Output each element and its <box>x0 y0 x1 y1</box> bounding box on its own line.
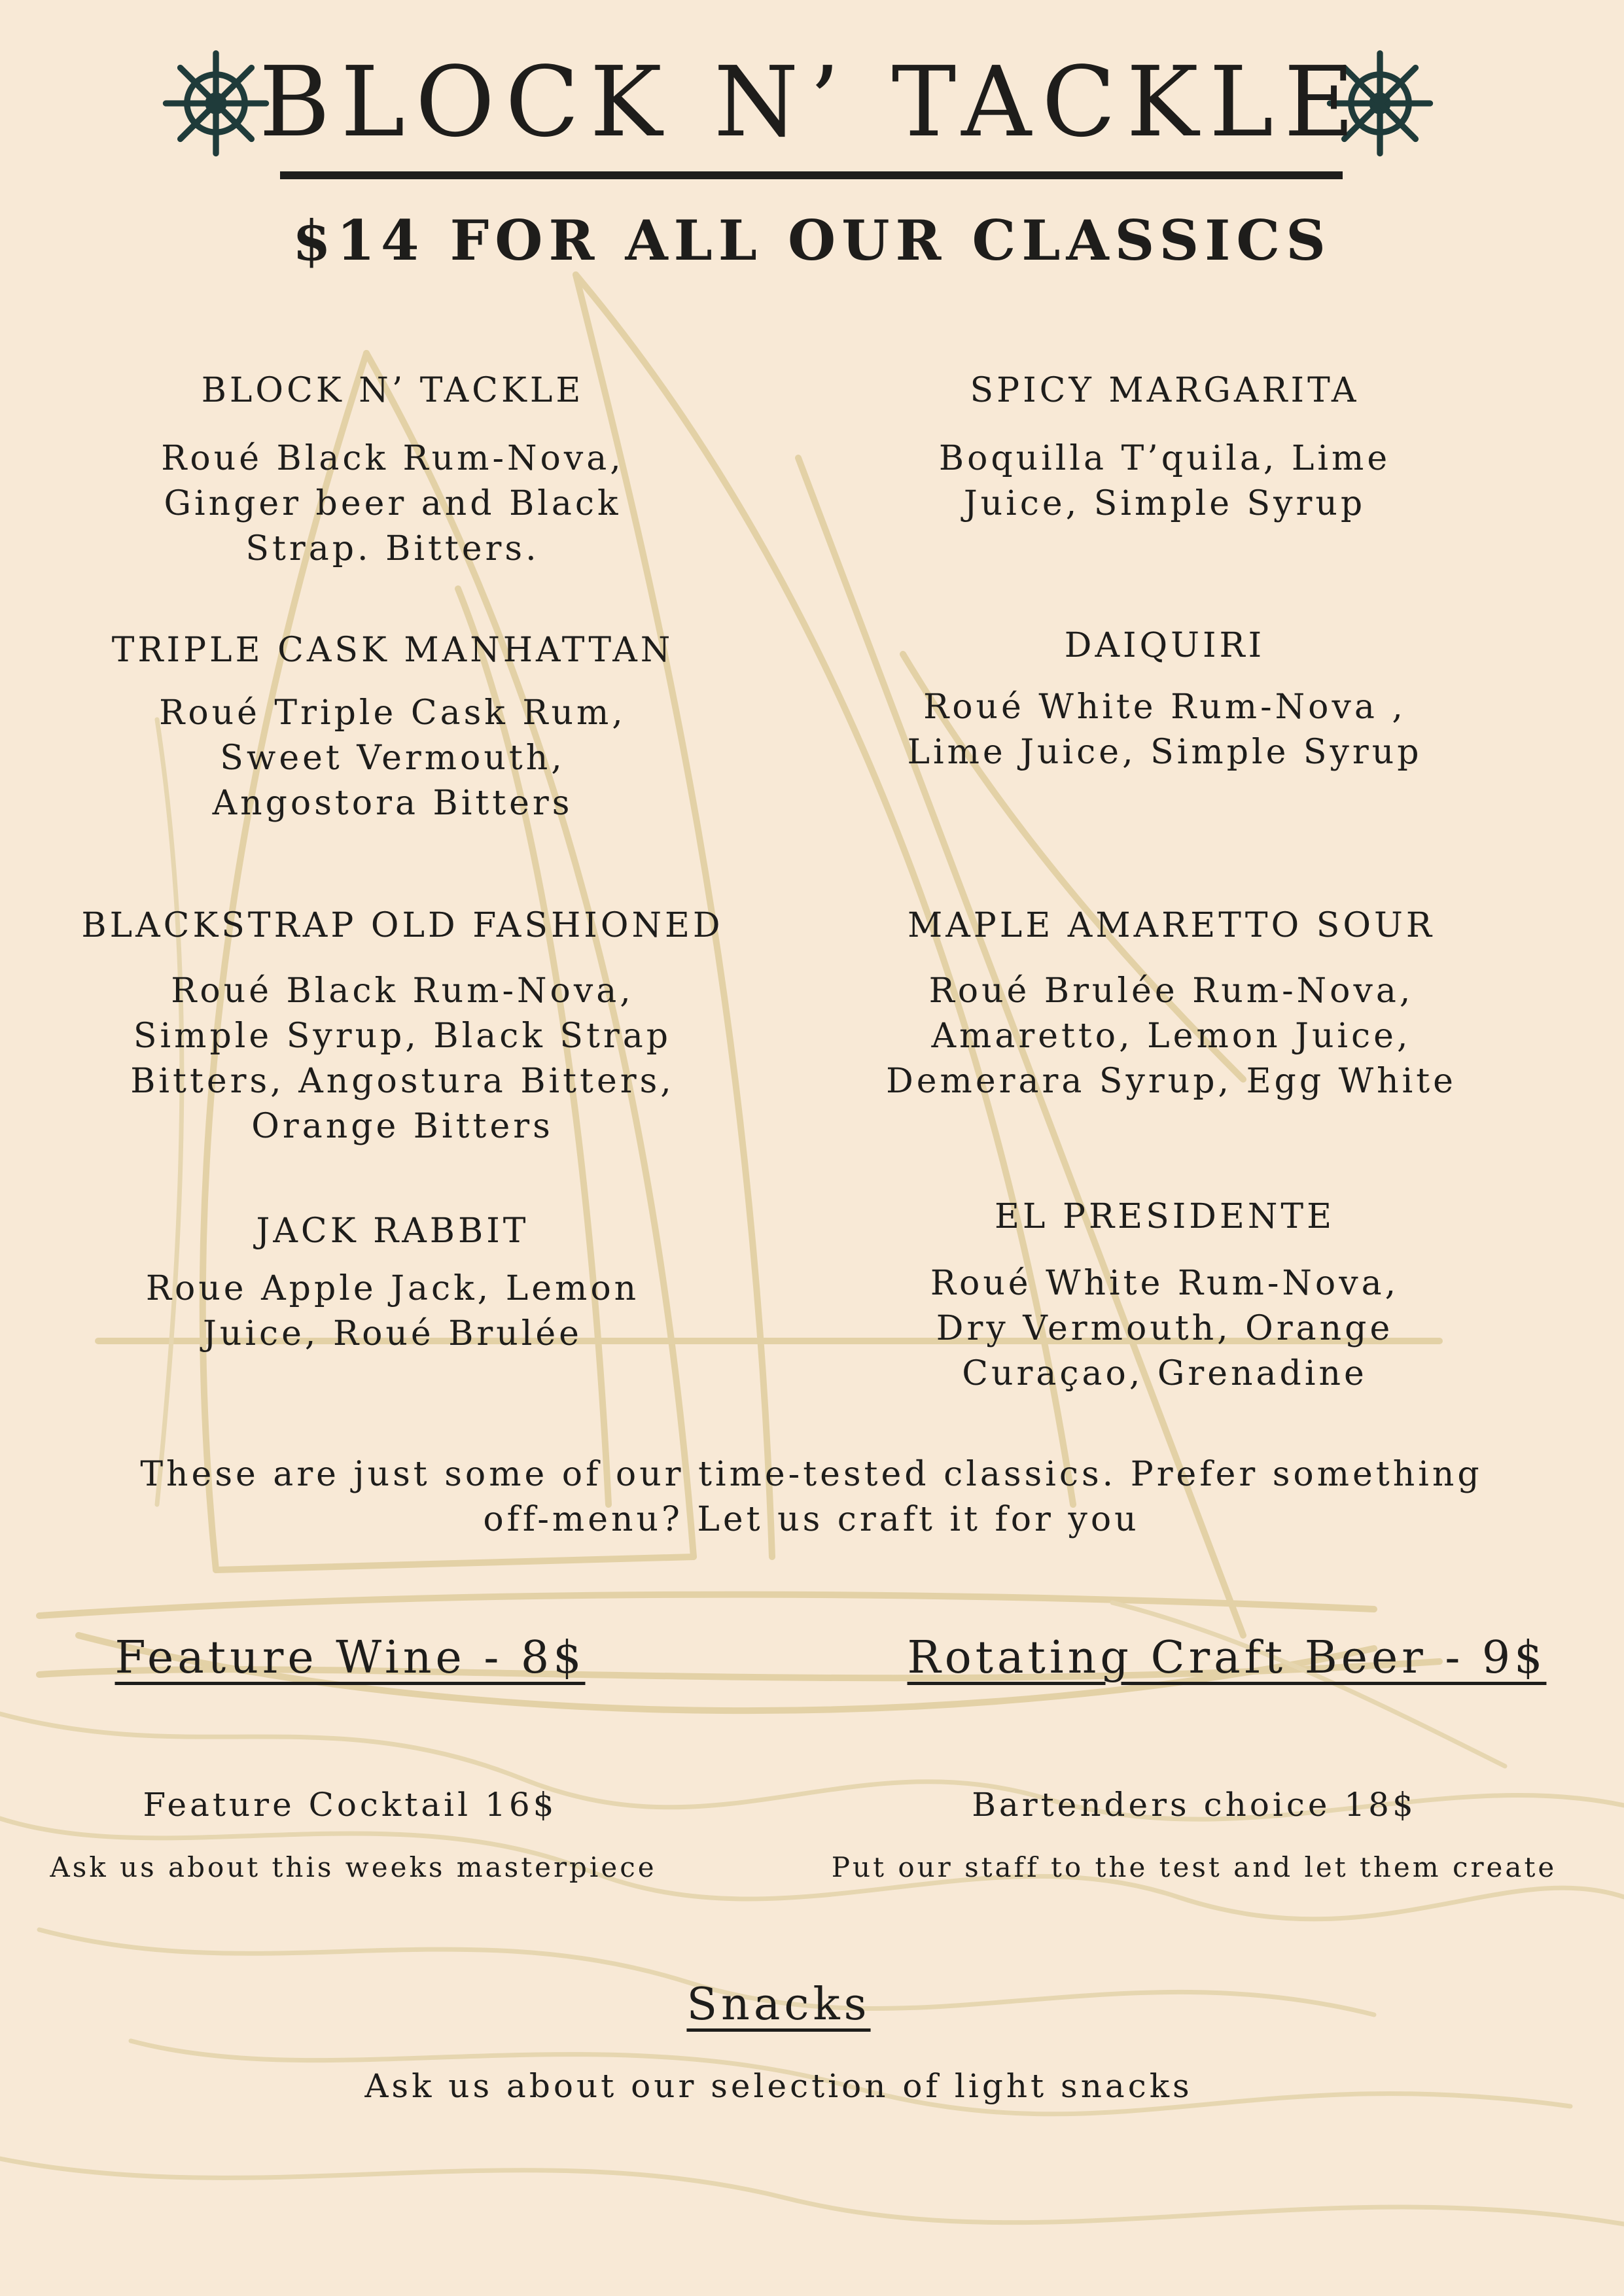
cocktail-ingredients <box>818 436 1511 527</box>
bartender-choice-title: Bartenders choice 18$ <box>972 1786 1417 1824</box>
page-title: BLOCK N’ TACKLE <box>258 46 1366 158</box>
ingredient-line: Simple Syrup, Black Strap <box>133 1017 672 1056</box>
bartender-choice-description: Put our staff to the test and let them create <box>831 1851 1557 1883</box>
cocktail-ingredients <box>818 969 1525 1104</box>
cocktail-name: EL PRESIDENTE <box>994 1197 1335 1236</box>
cocktail-name: JACK RABBIT <box>256 1211 529 1251</box>
snacks-heading: Snacks <box>686 1979 871 2030</box>
cocktail-ingredients <box>818 1261 1511 1397</box>
cocktail-item <box>818 625 1511 775</box>
feature-cocktail-description: Ask us about this weeks masterpiece <box>50 1851 657 1883</box>
cocktail-item <box>52 629 733 826</box>
ingredient-line: Ginger beer and Black <box>164 484 622 523</box>
craft-beer-heading: Rotating Craft Beer - 9$ <box>907 1632 1547 1684</box>
ingredient-line: Roué Black Rum-Nova, <box>161 439 624 478</box>
page-subtitle: $14 FOR ALL OUR CLASSICS <box>292 208 1332 273</box>
ingredient-line: Demerara Syrup, Egg White <box>886 1062 1456 1101</box>
ingredient-line: Curaçao, Grenadine <box>962 1354 1368 1393</box>
snacks-description: Ask us about our selection of light snacks <box>364 2067 1193 2105</box>
cocktail-name: BLOCK N’ TACKLE <box>201 371 584 410</box>
ingredient-line: Bitters, Angostura Bitters, <box>130 1062 675 1101</box>
ingredient-line: Juice, Simple Syrup <box>963 484 1366 523</box>
cocktail-name: TRIPLE CASK MANHATTAN <box>111 631 674 670</box>
cocktail-ingredients <box>52 1266 733 1357</box>
ingredient-line: Juice, Roué Brulée <box>203 1314 582 1353</box>
cocktail-ingredients <box>818 685 1511 775</box>
title-divider <box>280 171 1343 179</box>
ingredient-line: Roue Apple Jack, Lemon <box>145 1269 640 1308</box>
ingredient-line: Amaretto, Lemon Juice, <box>931 1017 1411 1056</box>
cocktail-item <box>818 1196 1511 1397</box>
cocktail-name: SPICY MARGARITA <box>970 371 1360 410</box>
feature-cocktail-title: Feature Cocktail 16$ <box>143 1786 557 1824</box>
ingredient-line: Orange Bitters <box>251 1107 554 1146</box>
classics-note: These are just some of our time-tested classics. Prefer something off-menu? Let us craft it for you <box>140 1455 1483 1539</box>
ingredient-line: Strap. Bitters. <box>245 529 540 568</box>
cocktail-name: BLACKSTRAP OLD FASHIONED <box>81 906 724 945</box>
ingredient-line: Roué White Rum-Nova , <box>923 687 1406 727</box>
ingredient-line: Lime Juice, Simple Syrup <box>907 733 1422 772</box>
cocktail-ingredients <box>52 691 733 826</box>
ingredient-line: Roué Brulée Rum-Nova, <box>928 971 1414 1011</box>
cocktail-ingredients <box>52 436 733 572</box>
ingredient-line: Sweet Vermouth, <box>220 739 565 778</box>
ingredient-line: Angostora Bitters <box>212 784 573 823</box>
feature-wine-heading: Feature Wine - 8$ <box>115 1632 586 1684</box>
ingredient-line: Roué Black Rum-Nova, <box>171 971 634 1011</box>
cocktail-item <box>52 1210 733 1357</box>
ingredient-line: Roué Triple Cask Rum, <box>159 693 626 733</box>
cocktail-name: MAPLE AMARETTO SOUR <box>908 906 1435 945</box>
cocktail-item <box>818 905 1525 1104</box>
ingredient-line: Roué White Rum-Nova, <box>930 1264 1400 1303</box>
ingredient-line: Dry Vermouth, Orange <box>936 1309 1394 1348</box>
cocktail-item <box>52 370 733 572</box>
cocktail-name: DAIQUIRI <box>1064 626 1265 665</box>
cocktail-item <box>52 905 752 1149</box>
cocktail-item <box>818 370 1511 527</box>
cocktail-ingredients <box>52 969 752 1149</box>
ingredient-line: Boquilla T’quila, Lime <box>938 439 1391 478</box>
